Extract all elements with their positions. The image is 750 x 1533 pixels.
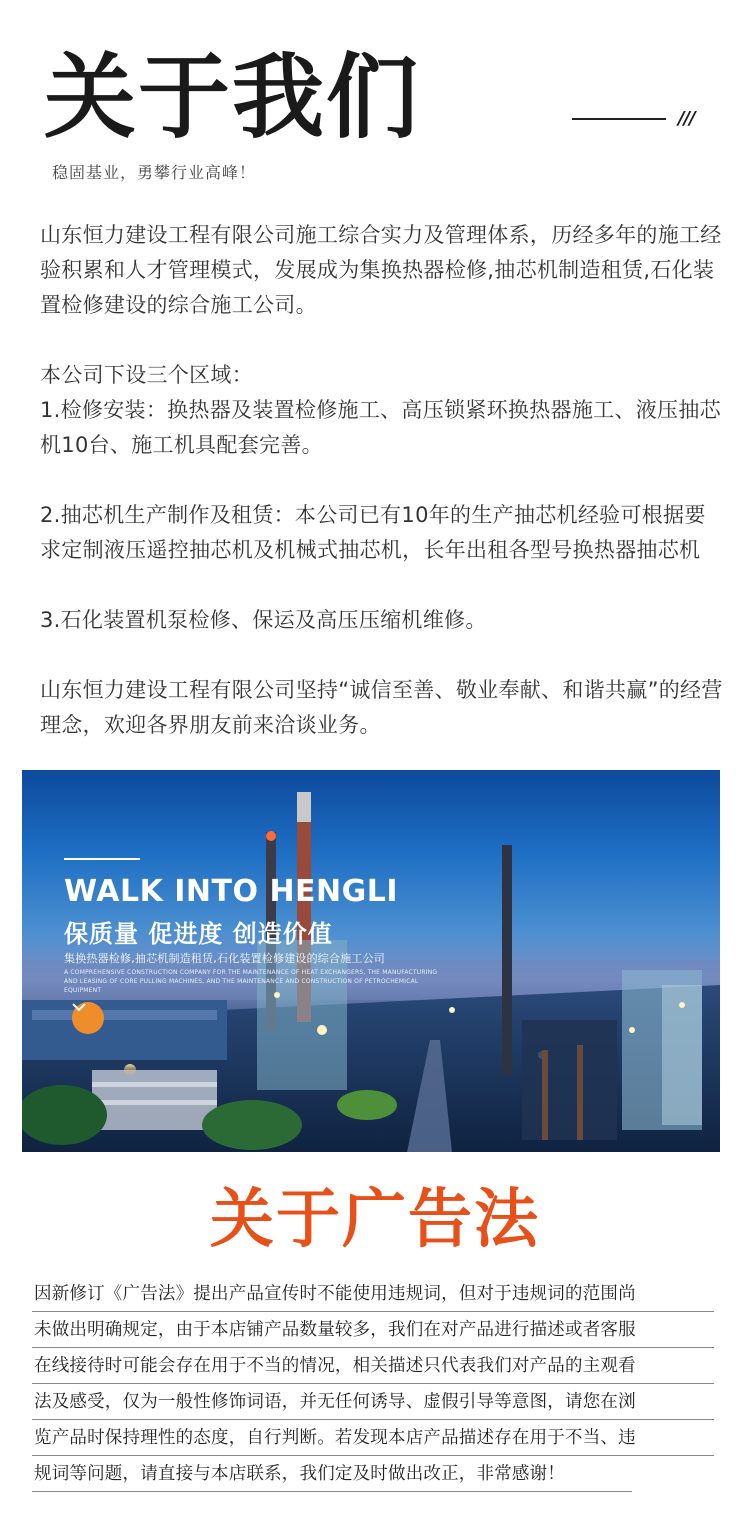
areas-heading: 本公司下设三个区域： [40,363,253,387]
refinery-banner-image [22,770,720,1152]
notice-line: 因新修订《广告法》提出产品宣传时不能使用违规词，但对于违规词的范围尚 [32,1276,714,1312]
slogan: 稳固基业，勇攀行业高峰！ [52,163,257,182]
notice-line: 未做出明确规定，由于本店铺产品数量较多，我们在对产品进行描述或者客服 [32,1312,714,1348]
closing-paragraph: 山东恒力建设工程有限公司坚持“诚信至善、敬业奉献、和谐共赢”的经营理念，欢迎各界朋友前来洽谈业务。 [40,678,723,737]
banner-scroll-button[interactable] [72,1002,104,1034]
notice-line: 规词等问题，请直接与本店联系，我们定及时做出改正，非常感谢！ [32,1456,632,1492]
advertising-law-title: 关于广告法 [210,1183,540,1257]
banner-subtitle: 集换热器检修,抽芯机制造租赁,石化装置检修建设的综合施工公司 [64,952,385,965]
area-item-1: 1.检修安装：换热器及装置检修施工、高压锁紧环换热器施工、液压抽芯机10台、施工机具配套完善。 [40,398,721,457]
notice-line: 法及感受，仅为一般性修饰词语，并无任何诱导、虚假引导等意图，请您在浏 [32,1384,714,1420]
area-item-3: 3.石化装置机泵检修、保运及高压压缩机维修。 [40,608,487,632]
advertising-law-notice [32,1276,714,1492]
company-intro [40,218,726,743]
intro-paragraph: 山东恒力建设工程有限公司施工综合实力及管理体系，历经多年的施工经验积累和人才管理模式，发展成为集换热器检修,抽芯机制造租赁,石化装置检修建设的综合施工公司。 [40,223,722,317]
decorative-slashes: /// [678,108,695,129]
banner-chinese-title: 保质量 促进度 创造价值 [64,920,333,948]
notice-line: 览产品时保持理性的态度，自行判断。若发现本店产品描述存在用于不当、违 [32,1420,714,1456]
banner-small-text: A COMPREHENSIVE CONSTRUCTION COMPANY FOR THE MAINTENANCE OF HEAT EXCHANGERS, THE MANUFACTURING AND LEASING OF CORE PULLING MACHINES, AND THE MAINTENANCE AND CONSTRUCTION OF PETROCHEMICAL EQUIPMENT [64,969,438,994]
decorative-line [572,118,666,120]
banner-english-title: WALK INTO HENGLI [64,874,399,909]
banner-accent-line [64,858,140,860]
chevron-down-icon [72,1002,86,1012]
notice-line: 在线接待时可能会存在用于不当的情况，相关描述只代表我们对产品的主观看 [32,1348,714,1384]
area-item-2: 2.抽芯机生产制作及租赁：本公司已有10年的生产抽芯机经验可根据要求定制液压遥控抽芯机及机械式抽芯机，长年出租各型号换热器抽芯机 [40,503,706,562]
page-title: 关于我们 [44,44,421,151]
